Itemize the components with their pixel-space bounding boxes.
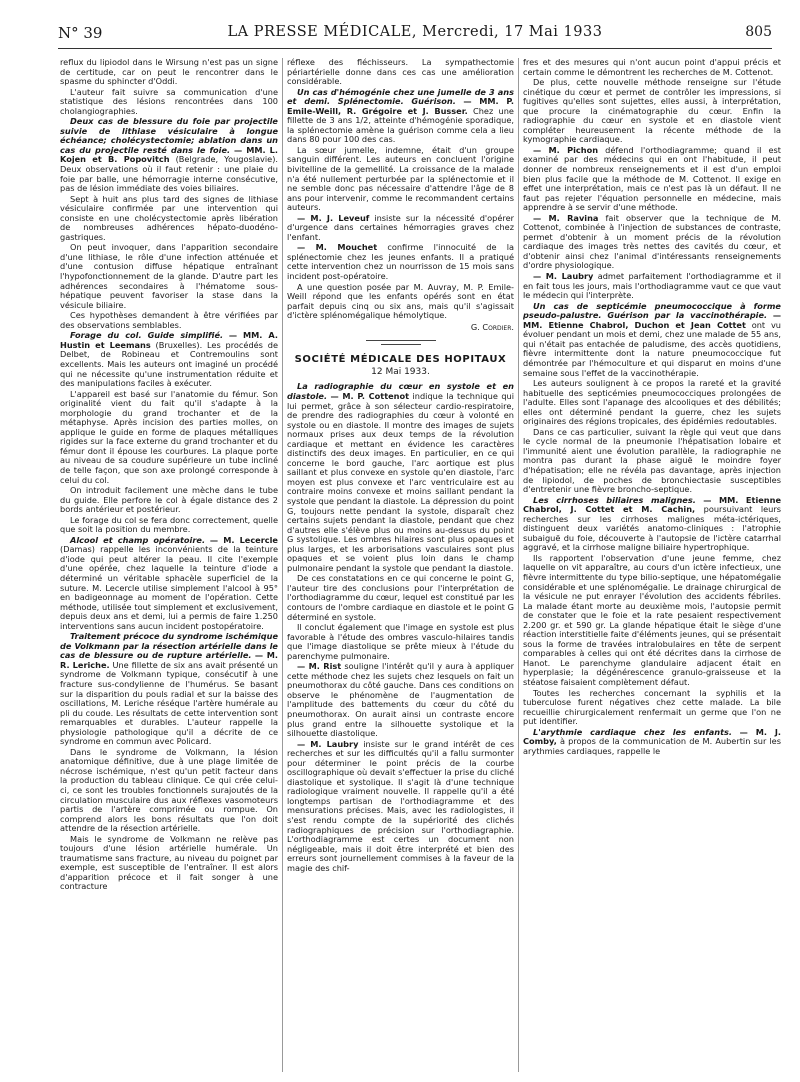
discussant: — M. Laubry xyxy=(297,738,359,749)
article-text: Chez une fillette de 3 ans 1/2, atteinte d'hémogénie sporadique, la splénectomie amène la guérison comme cela a lieu dans 80 pour 100 des cas. xyxy=(287,105,514,145)
article-leriche xyxy=(60,632,278,747)
article-chabrol-septicemie xyxy=(523,302,781,378)
discussion-text: défend l'orthodiagramme; quand il est examiné par des médecins qui en ont l'habitude, il peut donner de nombreux renseignements et il est d'un emploi bien plus facile que la méthode de M. Cottenot. Il exige en effet une interprétation, mais ce n'est pas là un défaut. Il ne faut pas rejeter l'équation personnelle en médecine, mais apprendre à se servir d'une méthode. xyxy=(523,144,781,213)
article-title: Les cirrhoses biliaires malignes. xyxy=(533,494,696,505)
article-authors: — M. J. Comby, xyxy=(523,726,781,747)
paragraph: Mais le syndrome de Volkmann ne relève pas toujours d'une lésion artérielle humérale. Un traumatisme sans fracture, au niveau du poignet par exemple, est susceptible de l'entraîner. Il est alors d'apparition précoce et il fait songer à une contracture xyxy=(60,833,278,892)
paragraph: Ils rapportent l'observation d'une jeune femme, chez laquelle on vit apparaître, au cours d'un ictère infectieux, une fièvre intermittente du type bilio-septique, une hépatomégalie considérable et une splénomégalie. Le drainage chirurgical de la vésicule ne put enrayer l'évolution des accidents fébriles. La malade étant morte au deuxième mois, l'autopsie permit de constater que le foie et la rate pesaient respectivement 2.200 gr. et 590 gr. La glande hépatique était le siège d'une réaction interstitielle faite d'éléments jeunes, qui se présentait sous la forme de travées intralobulaires en tête de serpent comparables à celles qui ont été décrites dans la cirrhose de Hanot. Le parenchyme glandulaire adjacent était en hyperplasie; la dégénérescence granulo-graisseuse et la stéatose faisaient complètement défaut. xyxy=(523,552,781,687)
article-authors: — MM. L. Kojen et B. Popovitch xyxy=(60,144,278,165)
paragraph xyxy=(287,740,514,874)
article-title: L'arythmie cardiaque chez les enfants. xyxy=(533,726,733,737)
discussion-text: confirme l'innocuité de la splénectomie chez les jeunes enfants. Il a pratiqué cette intervention chez un nourrisson de 15 mois sans incident post-opératoire. xyxy=(287,242,514,282)
article-title: Un cas de septicémie pneumococcique à forme pseudo-palustre. Guérison par la vaccinothérapie. xyxy=(523,300,781,321)
publication-title: LA PRESSE MÉDICALE, Mercredi, 17 Mai 1933 xyxy=(227,24,603,40)
article-authors: — MM. Etienne Chabrol, J. Cottet et M. Cachin, xyxy=(523,494,781,515)
paragraph xyxy=(523,146,781,213)
discussion-text: admet parfaitement l'orthodiagramme et il en fait tous les jours, mais l'orthodiagramme vaut ce que vaut le médecin qui l'interprète. xyxy=(523,271,781,301)
article-authors: — M. P. Cottenot xyxy=(330,390,410,401)
paragraph: reflux du lipiodol dans le Wirsung n'est pas un signe de certitude, car on peut le rencontrer dans le spasme du sphincter d'Oddi. xyxy=(60,58,278,87)
paragraph xyxy=(287,243,514,281)
article-title: Forage du col. Guide simplifié. xyxy=(70,330,224,341)
article-title: Un cas d'hémogénie chez une jumelle de 3 ans et demi. Splénectomie. Guérison. xyxy=(287,86,514,107)
header-rule xyxy=(58,48,772,49)
section-title: SOCIÉTÉ MÉDICALE DES HOPITAUX xyxy=(294,354,507,366)
paragraph xyxy=(287,214,514,243)
article-text: Une fillette de six ans avait présenté un syndrome de Volkmann typique, consécutif à une fracture sus-condylienne de l'humérus. Se basant sur la disparition du pouls radial et sur la baisse des oscillations, M. Leriche réséque l'artère humérale au pli du coude. Les résultats de cette intervention sont remarquables et durables. L'auteur rappelle la physiologie pathologique qu'il a décrite de ce syndrome en commun avec Policard. xyxy=(60,659,278,747)
article-text: (Bruxelles). Les procédés de Delbet, de Robineau et Contremoulins sont excellents. Mais les auteurs ont imaginé un procédé qui ne nécessite qu'une instrumentation réduite et des manipulations faciles à exécuter. xyxy=(60,339,278,389)
section-separator xyxy=(381,344,421,345)
column-3 xyxy=(523,58,781,1072)
paragraph: A une question posée par M. Auvray, M. P. Emile-Weill répond que les enfants opérés sont en état parfait depuis cinq ou six ans, mais qu'il s'agissait d'ictère splénomégalique hémolytique. xyxy=(287,281,514,321)
paragraph: On introduit facilement une mèche dans le tube du guide. Elle perfore le col à égale distance des 2 bords antérieur et postérieur. xyxy=(60,485,278,515)
discussant: — M. Ravina xyxy=(533,212,599,223)
column-1 xyxy=(60,58,278,1072)
article-text: indique la technique qui lui permet, grâce à son sélecteur cardio-respiratoire, de prendre des radiographies du cœur à volonté en systole ou en diastole. Il montre des images de sujets normaux prises aux deux temps de la révolution cardiaque et mettant en évidence les caractères distinctifs des deux images. En particulier, en ce qui concerne le bord gauche, l'arc aortique est plus saillant et plus convexe en systole qu'en diastole, l'arc moyen est plus convexe et l'arc ventriculaire est au contraire moins convexe et moins saillant pendant la systole que pendant la diastole. La dépression du point G, toujours nette pendant la systole, disparaît chez certains sujets pendant la diastole, pendant que chez d'autres elle s'élève plus ou moins au-dessus du point G systolique. Les ombres hilaires sont plus opaques et plus larges, et les arborisations vasculaires sont plus opaques et se voient plus loin dans le champ pulmonaire pendant la systole que pendant la diastole. xyxy=(287,390,514,573)
article-title: Deux cas de blessure du foie par projectile suivie de lithiase vésiculaire à longue échéance; cholécystectomie; ablation dans un cas du projectile resté dans le foie. xyxy=(60,116,278,155)
page-header xyxy=(58,20,772,46)
paragraph: Dans ce cas particulier, suivant la règle qui veut que dans le cycle normal de la pneumonie l'hépatisation lobaire et l'immunité aient une évolution parallèle, la radiographie ne montra pas durant la phase aiguë le moindre foyer d'hépatisation; elle ne révéla pas davantage, après injection de lipiodol, de poches de bronchiectasie susceptibles d'entretenir une fièvre broncho-septique. xyxy=(523,426,781,495)
article-hustin xyxy=(60,331,278,388)
paragraph: Dans le syndrome de Volkmann, la lésion anatomique définitive, due à une plage limitée de nécrose ischémique, n'est qu'un petit facteur dans la production du tableau clinique. Ce qui crée celui-ci, ce sont les troubles fonctionnels surajoutés de la circulation musculaire dus aux réflexes vasomoteurs partis de l'artère comprimée ou rompue. On comprend alors les bons résultats que l'on doit attendre de la résection artérielle. xyxy=(60,746,278,834)
paragraph xyxy=(523,214,781,271)
article-authors: — M. Lecercle xyxy=(209,534,278,545)
column-2 xyxy=(287,58,514,1072)
article-emile-weill xyxy=(287,88,514,145)
article-title: Traitement précoce du syndrome ischémique de Volkmann par la résection artérielle dans le cas de blessure ou de rupture artérielle. xyxy=(60,631,278,661)
paragraph: De plus, cette nouvelle méthode renseigne sur l'étude cinétique du cœur et permet de contrôler les impressions, si fugitives qu'elles sont sujettes, elles aussi, à interprétation, que procure la cinématographie du cœur. Enfin la radiographie du cœur en systole et en diastole vient compléter heureusement la récente méthode de la kymographie cardiaque. xyxy=(523,77,781,145)
paragraph: fres et des mesures qui n'ont aucun point d'appui précis et certain comme le démontrent les recherches de M. Cottenot. xyxy=(523,58,781,77)
paragraph xyxy=(523,272,781,301)
discussion-text: insiste sur la nécessité d'opérer d'urgence dans certaines hémorragies graves chez l'enfant. xyxy=(287,212,514,242)
article-authors: — MM. Etienne Chabrol, Duchon et Jean Cottet xyxy=(523,310,781,330)
article-lecercle xyxy=(60,536,278,631)
discussant: — M. Pichon xyxy=(533,144,599,155)
discussant: — M. Mouchet xyxy=(297,242,378,253)
paragraph xyxy=(287,662,514,738)
article-kojen xyxy=(60,117,278,193)
paragraph: Toutes les recherches concernant la syphilis et la tuberculose furent négatives chez cette malade. La bile recueillie chirurgicalement renfermait un germe que l'on ne put identifier. xyxy=(523,687,781,727)
paragraph: De ces constatations en ce qui concerne le point G, l'auteur tire des conclusions pour l'interprétation de l'orthodiagramme du cœur, lequel est constitué par les contours de l'ombre cardiaque en diastole et le point G déterminé en systole. xyxy=(287,573,514,622)
article-cottenot xyxy=(287,382,514,573)
article-chabrol-cirrhoses xyxy=(523,496,781,553)
article-text: à propos de la communication de M. Aubertin sur les arythmies cardiaques, rappelle le xyxy=(523,736,781,756)
article-text: poursuivant leurs recherches sur les cirrhoses malignes méta-ictériques, distinguent deux variétés anatomo-cliniques : l'atrophie subaiguë du foie, découverte à l'autopsie de l'ictère catarrhal aggravé, et la cirrhose maligne biliaire hypertrophique. xyxy=(523,504,781,553)
paragraph: L'appareil est basé sur l'anatomie du fémur. Son originalité vient du fait qu'il s'adapte à la morphologie du grand trochanter et de la métaphyse. Après incision des parties molles, on applique le guide en forme de plaques métalliques rigides sur la face externe du grand trochanter et du fémur dont il épouse les courbures. La plaque porte au niveau de sa coudure supérieure un tube incliné de telle façon, que son axe prolongé corresponde à celui du col. xyxy=(60,388,278,485)
article-text: ont vu évoluer pendant un mois et demi, chez une malade de 55 ans, qui n'était pas entachée de paludisme, des accès quotidiens, fièvre intermittente dont la nature pneumococcique fut démontrée par l'hémoculture et qui disparut en moins d'une semaine sous l'effet de la vaccinothérapie. xyxy=(523,319,781,378)
paragraph: Sept à huit ans plus tard des signes de lithiase vésiculaire confirmée par une intervention qui consiste en une cholécystectomie après libération de nombreuses adhérences hépato-duodéno-gastriques. xyxy=(60,193,278,242)
article-comby xyxy=(523,728,781,757)
discussion-text: fait observer que la technique de M. Cottenot, combinée à l'injection de substances de contraste, permet d'obtenir à un moment précis de la révolution cardiaque des images très nettes des cavités du cœur, et d'obtenir ainsi chez l'animal d'intéressants renseignements d'ordre physiologique. xyxy=(523,212,781,271)
article-authors: — MM. P. Emile-Weill, R. Grégoire et J. Busser. xyxy=(287,96,514,116)
column-divider xyxy=(282,58,283,1072)
article-title: Alcool et champ opératoire. xyxy=(70,534,206,545)
discussant: — M. J. Leveuf xyxy=(297,212,370,223)
issue-number: N° 39 xyxy=(58,24,103,42)
discussant: — M. Rist xyxy=(297,661,342,672)
section-date: 12 Mai 1933. xyxy=(371,366,430,377)
article-authors: — MM. A. Hustin et Leemans xyxy=(60,330,278,350)
page-number: 805 xyxy=(745,24,772,40)
article-text: (Damas) rappelle les inconvénients de la teinture d'iode qui peut altérer la peau. Il cite l'exemple d'une opérée, chez laquelle la teinture d'iode a déterminé un véritable sphacèle superficiel de la suture. M. Lecercle utilise simplement l'alcool à 95° en badigeonnage au moment de l'opération. Cette méthode, utilisée tout simplement et exclusivement, depuis deux ans et demi, lui a permis de faire 1.250 interventions sans aucun incident postopératoire. xyxy=(60,544,278,631)
article-authors: — M. R. Leriche. xyxy=(60,650,278,670)
paragraph: L'auteur fait suivre sa communication d'une statistique des lésions rencontrées dans 100 cholangiographies. xyxy=(60,86,278,116)
article-text: (Belgrade, Yougoslavie). Deux observations où il faut retenir : une plaie du foie par balle, une hémorragie interne consécutive, pas de lésion immédiate des voies biliaires. xyxy=(60,154,278,194)
section-separator xyxy=(366,340,436,341)
paragraph: réflexe des fléchisseurs. La sympathectomie périartérielle donne dans ces cas une amélioration considérable. xyxy=(287,58,514,87)
paragraph: La sœur jumelle, indemne, était d'un groupe sanguin différent. Les auteurs en concluent l'origine bivitelline de la gemellité. La croissance de la malade n'a été nullement perturbée par la splénectomie et il ne semble donc pas nécessaire d'attendre l'âge de 8 ans pour intervenir, comme le recommandent certains auteurs. xyxy=(287,144,514,213)
column-divider xyxy=(518,58,519,1072)
discussant: — M. Laubry xyxy=(533,271,594,282)
paragraph: Le forage du col se fera donc correctement, quelle que soit la position du membre. xyxy=(60,514,278,535)
discussion-text: souligne l'intérêt qu'il y aura à appliquer cette méthode chez les sujets chez lesquels on fait un pneumothorax du côté gauche. Dans ces conditions on observe le phénomène de l'augmentation de l'amplitude des battements du cœur du côté du pneumothorax. On aurait ainsi un contraste encore plus grand entre la silhouette systolique et la silhouette diastolique. xyxy=(287,661,514,739)
paragraph: Les auteurs soulignent à ce propos la rareté et la gravité habituelle des septicémies pneumococciques prolongées de l'adulte. Elles sont l'apanage des alcooliques et des débilités; elles ont déterminé pendant la guerre, chez les sujets originaires des régions tropicales, des épidémies redoutables. xyxy=(523,378,781,427)
paragraph: Ces hypothèses demandent à être vérifiées par des observations semblables. xyxy=(60,310,278,330)
discussion-text: insiste sur le grand intérêt de ces recherches et sur les difficultés qu'il a fallu surmonter pour déterminer le point précis de la courbe oscillographique où devait s'effectuer la prise du cliché diastolique et systolique. Il s'agit là d'une technique radiologique vraiment nouvelle. Il rappelle qu'il a été longtemps partisan de l'orthodiagramme et des mensurations précises. Mais, avec les radiologistes, il s'est rendu compte de la supériorité des clichés radiographiques de précision sur l'orthodiagraphie. L'orthodiagramme est certes un document non négligeable, mais il doit être interprété et bien des erreurs sont journellement commises à la faveur de la magie des chif- xyxy=(287,738,514,873)
signature: G. Cordier. xyxy=(470,321,514,332)
paragraph: Il conclut également que l'image en systole est plus favorable à l'étude des ombres vasculo-hilaires tandis que l'image diastolique se prête mieux à l'étude du parenchyme pulmonaire. xyxy=(287,622,514,661)
paragraph: On peut invoquer, dans l'apparition secondaire d'une lithiase, le rôle d'une infection atténuée et d'une contusion diffuse hépatique entraînant l'hypofonctionnement de la glande. D'autre part les adhérences secondaires à l'hématome sous-hépatique peuvent favoriser la stase dans la vésicule biliaire. xyxy=(60,242,278,310)
article-title: La radiographie du cœur en systole et en diastole. xyxy=(287,381,514,401)
